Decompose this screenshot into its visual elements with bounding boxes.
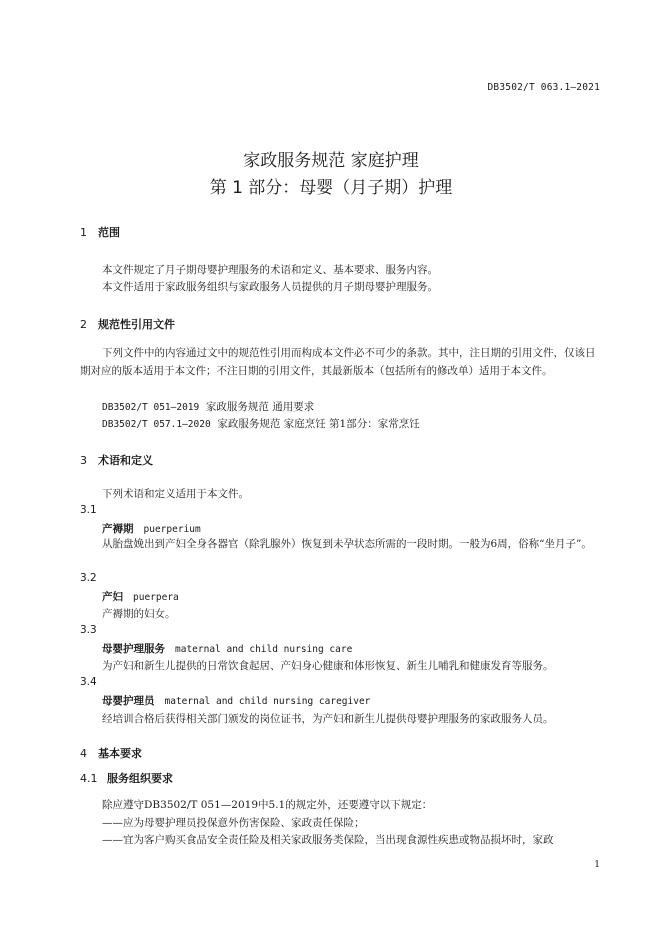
term-entry (102, 589, 179, 604)
term-entry (102, 641, 352, 656)
term-definition: 为产妇和新生儿提供的日常饮食起居、产妇身心健康和体形恢复、新生儿哺乳和健康发育等服务。 (102, 660, 554, 672)
section-4-heading (80, 745, 142, 761)
section-3-intro: 下列术语和定义适用于本文件。 (102, 488, 249, 500)
section-1-heading (80, 224, 120, 240)
page-number: 1 (594, 860, 600, 870)
title-line-1: 家政服务规范 家庭护理 (243, 151, 419, 171)
subsection-number: 4.1 (80, 772, 98, 785)
section-1-paragraph-2: 本文件适用于家政服务组织与家政服务人员提供的月子期母婴护理服务。 (102, 281, 438, 293)
section-number: 4 (80, 747, 87, 760)
term-number: 3.1 (80, 504, 97, 516)
section-1-paragraph-1: 本文件规定了月子期母婴护理服务的术语和定义、基本要求、服务内容。 (102, 264, 438, 276)
term-entry (102, 521, 201, 536)
section-title: 范围 (98, 226, 120, 239)
section-title: 术语和定义 (98, 454, 153, 467)
subsection-4-1-heading (80, 770, 173, 786)
section-2-heading (80, 316, 175, 332)
term-english: maternal and child nursing caregiver (164, 696, 371, 707)
term-number: 3.2 (80, 572, 97, 584)
section-number: 1 (80, 226, 87, 239)
normative-reference-2 (102, 416, 420, 431)
section-title: 规范性引用文件 (98, 318, 175, 331)
term-chinese: 母婴护理服务 (102, 643, 165, 655)
section-number: 2 (80, 318, 87, 331)
document-number: DB3502/T 063.1—2021 (487, 82, 600, 93)
section-title: 基本要求 (98, 747, 142, 760)
term-definition: 经培训合格后获得相关部门颁发的岗位证书，为产妇和新生儿提供母婴护理服务的家政服务人员。 (102, 713, 554, 725)
title-line-2: 第 1 部分：母婴（月子期）护理 (209, 178, 453, 198)
term-english: puerperium (143, 524, 201, 535)
term-number: 3.4 (80, 676, 97, 688)
reference-code: DB3502/T 057.1—2020 (102, 419, 211, 430)
section-2-paragraph: 下列文件中的内容通过文中的规范性引用而构成本文件必不可少的条款。其中，注日期的引用文件，仅该日期对应的版本适用于本文件；不注日期的引用文件，其最新版本（包括所有的修改单）适用于本文件。 (80, 347, 596, 377)
term-entry (102, 693, 370, 708)
term-chinese: 产褥期 (102, 523, 134, 535)
section-3-heading (80, 452, 153, 468)
term-number: 3.3 (80, 624, 97, 636)
subsection-title: 服务组织要求 (107, 772, 173, 785)
list-item: ——应为母婴护理员投保意外伤害保险、家政责任保险； (102, 817, 365, 829)
reference-title: 家政服务规范 家庭烹饪 第1部分：家常烹饪 (217, 418, 420, 430)
term-definition: 从胎盘娩出到产妇全身各器官（除乳腺外）恢复到未孕状态所需的一段时期。一般为6周，俗称“坐月子”。 (102, 538, 592, 550)
normative-reference-1 (102, 399, 314, 414)
reference-code: DB3502/T 051—2019 (102, 402, 200, 413)
subsection-4-1-paragraph: 除应遵守DB3502/T 051—2019中5.1的规定外，还要遵守以下规定： (102, 799, 433, 811)
reference-title: 家政服务规范 通用要求 (205, 401, 315, 413)
term-english: maternal and child nursing care (175, 644, 353, 655)
section-number: 3 (80, 454, 87, 467)
term-chinese: 母婴护理员 (102, 695, 155, 707)
term-definition: 产褥期的妇女。 (102, 608, 176, 620)
term-english: puerpera (133, 592, 179, 603)
term-chinese: 产妇 (102, 591, 123, 603)
list-item: ——宜为客户购买食品安全责任险及相关家政服务类保险，当出现食源性疾患或物品损坏时，家政 (102, 834, 554, 846)
